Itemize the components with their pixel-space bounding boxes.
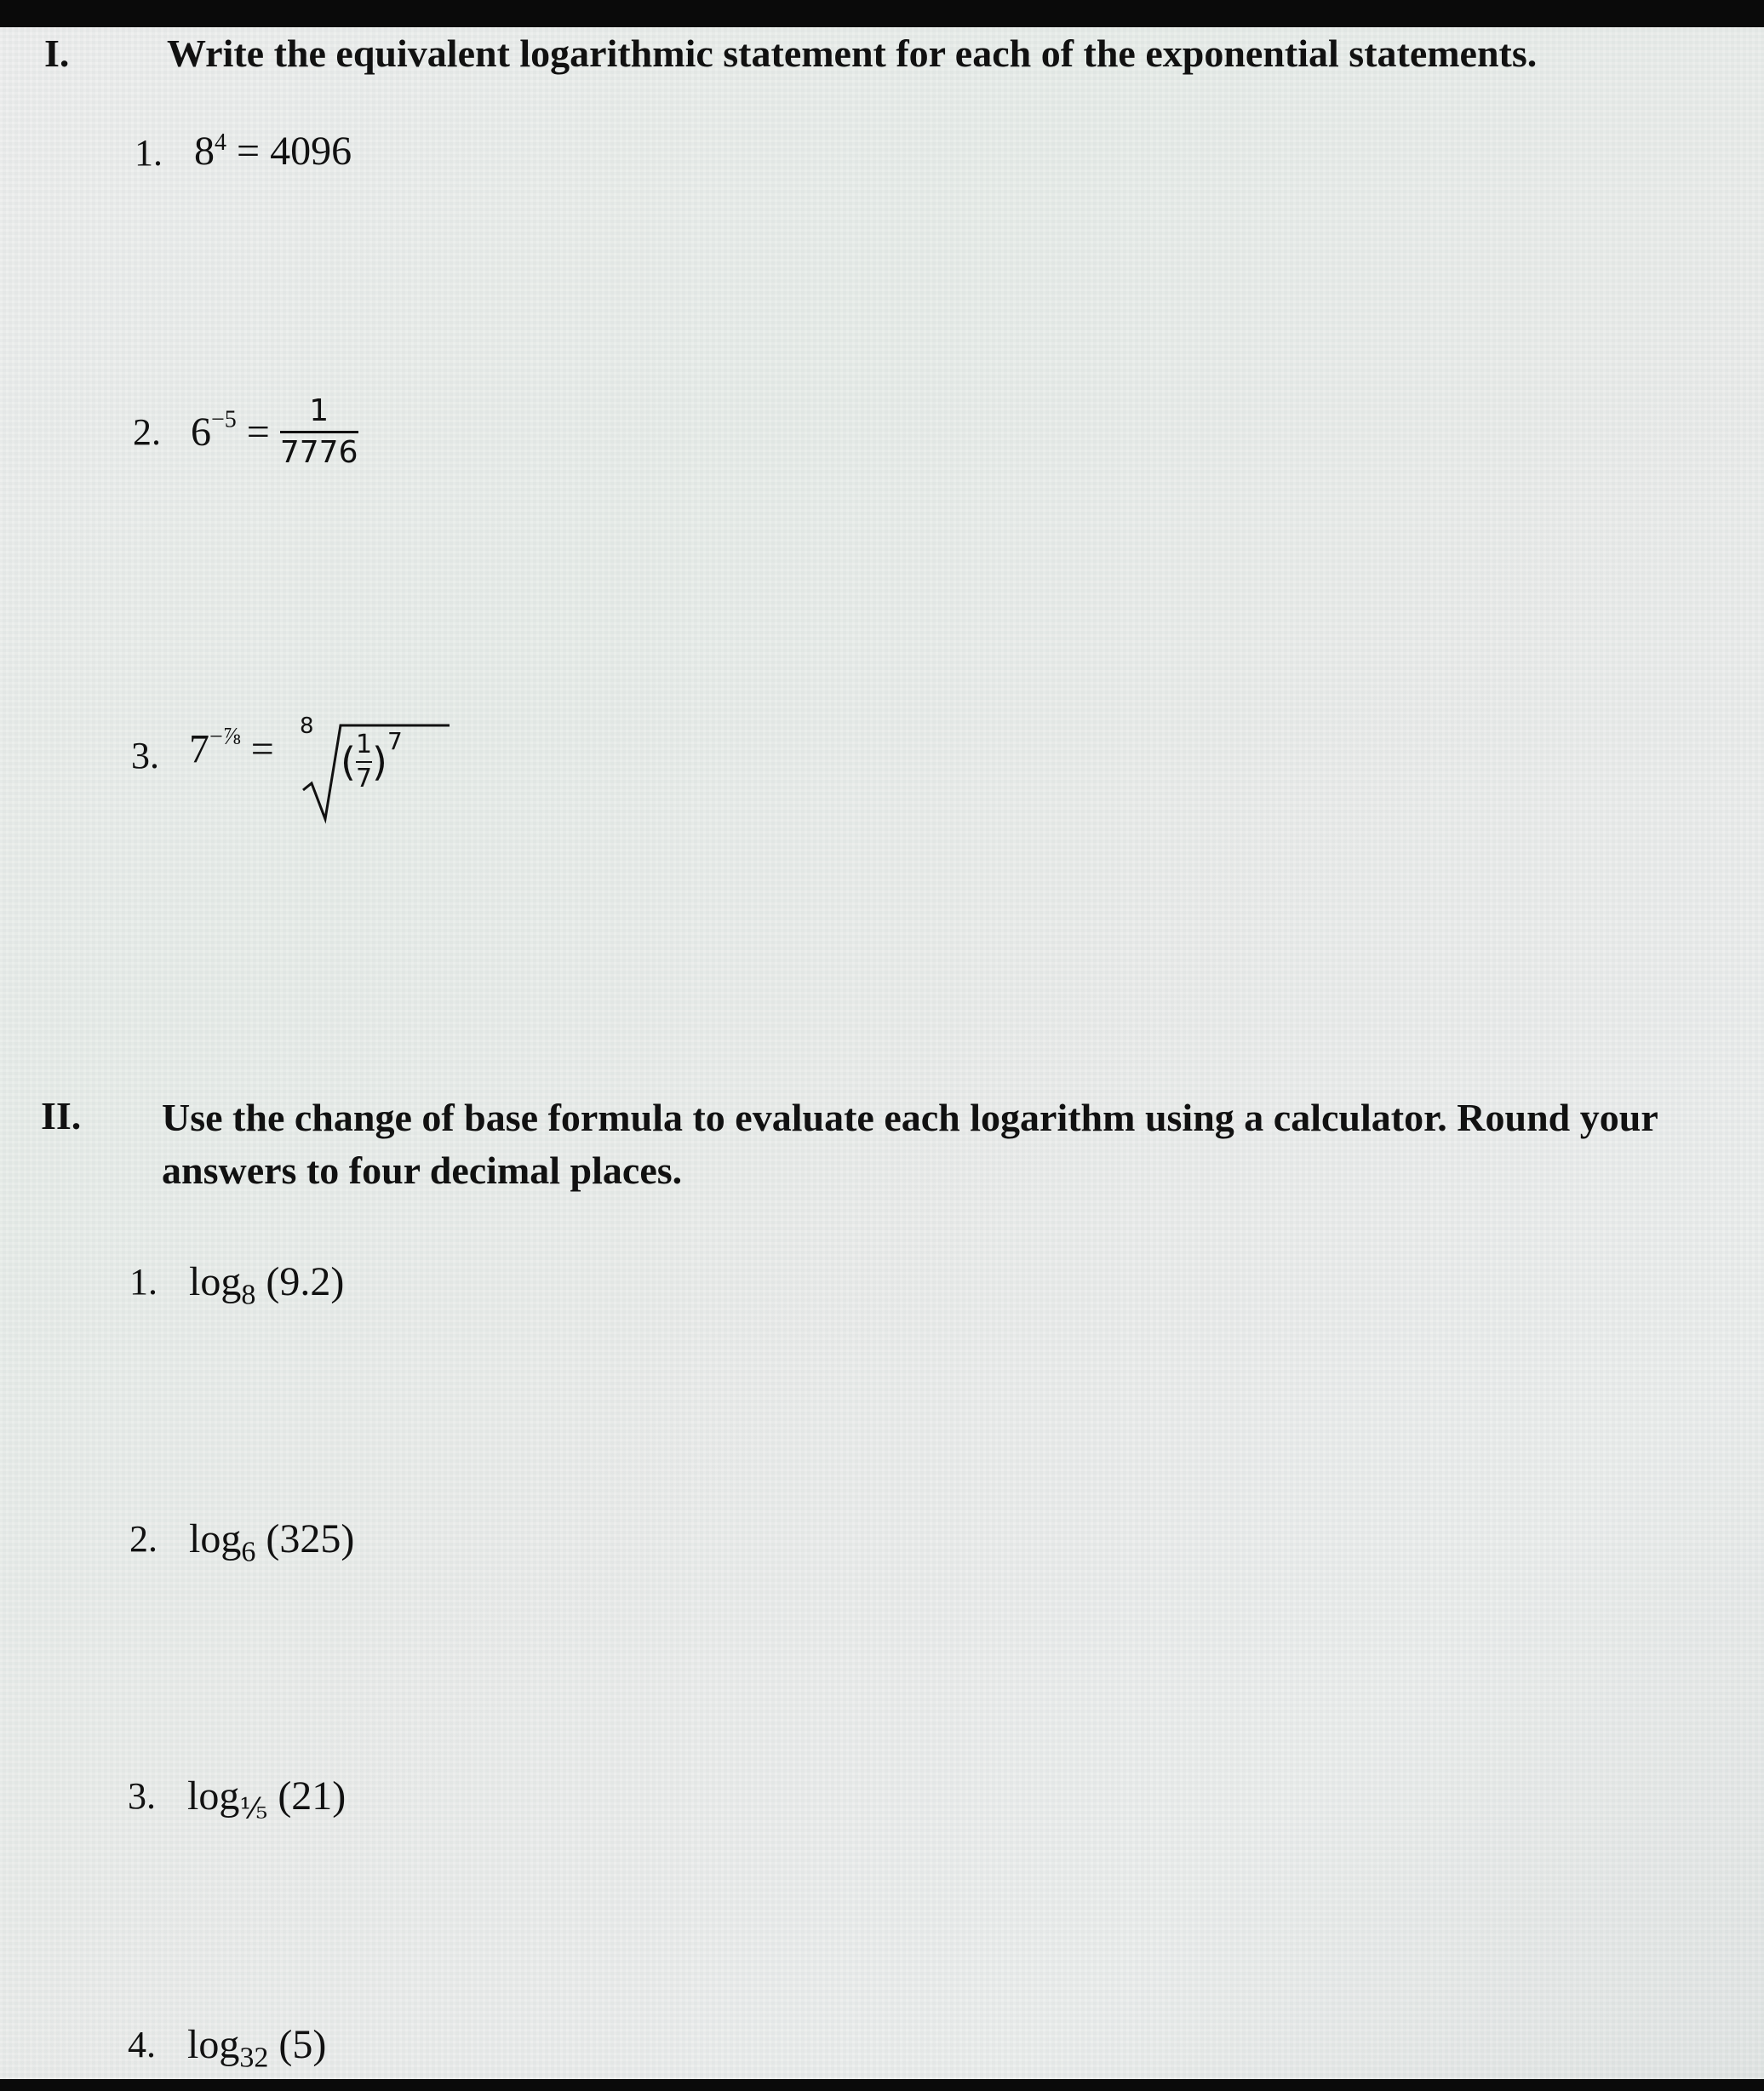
root-index: 8 (300, 713, 314, 739)
log-base: 6 (241, 1536, 256, 1568)
problem-2-2-number: 2. (129, 1518, 158, 1560)
problem-1-3-expression (189, 722, 274, 772)
base: 7 (189, 726, 209, 772)
exponent: −⅞ (209, 724, 241, 750)
exponent: 4 (215, 129, 226, 156)
log-label: log (189, 1516, 242, 1561)
inner-numerator: 1 (355, 730, 373, 759)
problem-2-3-number: 3. (128, 1775, 156, 1817)
log-base: ⅕ (239, 1793, 268, 1825)
fraction (280, 393, 358, 471)
bottom-bezel (0, 2079, 1764, 2091)
close-paren: ) (372, 739, 387, 785)
open-paren: ( (341, 739, 356, 785)
denominator: 7776 (279, 435, 358, 470)
problem-2-4-number: 4. (128, 2024, 156, 2065)
fraction-bar (280, 431, 358, 433)
section-2-instruction: Use the change of base formula to evaluate each logarithm using a calculator. Round your answers to four decimal places. (162, 1096, 1658, 1192)
log-argument: (5) (278, 2022, 327, 2067)
inner-power: 7 (387, 727, 403, 755)
exponent: −5 (211, 406, 237, 433)
problem-2-4-expression (187, 2021, 327, 2074)
problem-1-1-number: 1. (135, 132, 163, 174)
log-argument: (325) (266, 1516, 355, 1561)
section-2-numeral: II. (41, 1094, 82, 1137)
inner-denominator: 7 (355, 764, 373, 793)
value: 4096 (270, 129, 352, 174)
log-label: log (187, 1773, 240, 1819)
problem-1-1-expression (194, 128, 352, 175)
log-base: 8 (241, 1279, 256, 1311)
base: 8 (194, 129, 215, 174)
inner-fraction (356, 730, 372, 793)
log-argument: (21) (278, 1773, 346, 1819)
section-1-instruction: Write the equivalent logarithmic statement for each of the exponential statements. (167, 32, 1538, 75)
log-label: log (187, 2022, 240, 2067)
problem-1-3-number: 3. (131, 735, 159, 776)
problem-2-2-expression (189, 1515, 355, 1568)
problem-2-1-expression (189, 1258, 345, 1311)
base: 6 (191, 410, 211, 455)
worksheet-page (0, 27, 1764, 2079)
log-label: log (189, 1259, 242, 1304)
problem-1-2-number: 2. (133, 411, 161, 453)
inner-fraction-bar (356, 761, 372, 763)
problem-2-1-number: 1. (129, 1261, 158, 1303)
section-1-numeral: I. (44, 32, 70, 75)
equals-sign: = (246, 410, 270, 455)
log-argument: (9.2) (266, 1259, 345, 1304)
equals-sign: = (237, 129, 261, 174)
problem-2-3-expression (187, 1773, 346, 1825)
radicand (341, 727, 403, 793)
problem-1-2-expression (191, 393, 358, 471)
numerator: 1 (309, 393, 329, 428)
equals-sign: = (250, 726, 274, 772)
log-base: 32 (239, 2042, 269, 2074)
